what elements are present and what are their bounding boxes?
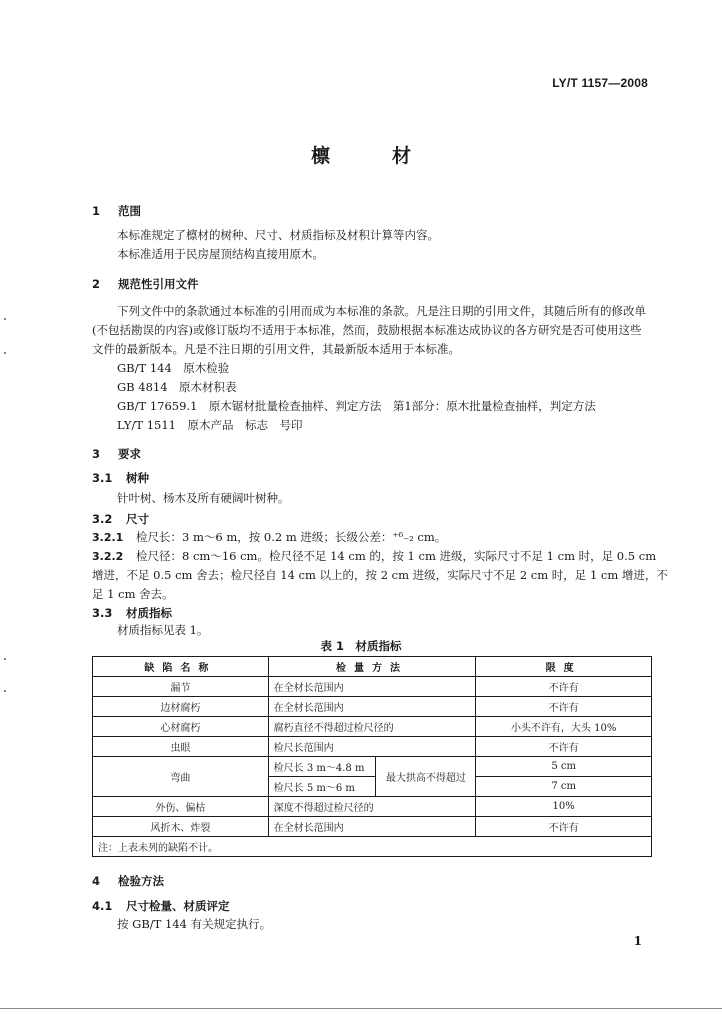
section-number: 2: [92, 277, 101, 291]
scope-paragraph-2: 本标准适用于民房屋顶结构直接用原木。: [117, 247, 324, 261]
header-method: 检量方法: [268, 657, 476, 677]
cell-limit: 7 cm: [476, 777, 652, 797]
section-number: 3.1: [92, 471, 113, 485]
clause-text: 检尺径：8 cm～16 cm。检尺径不足 14 cm 的，按 1 cm 进级，实际尺寸不足 1 cm 时，足 0.5 cm: [136, 549, 657, 563]
table-row: [93, 717, 652, 737]
cell-defect: 边材腐朽: [93, 697, 269, 717]
section-2-heading: [92, 276, 199, 292]
section-number: 4.1: [92, 899, 113, 913]
reference-item: GB/T 17659.1 原木锯材批量检查抽样、判定方法 第1部分：原木批量检查抽样，判定方法: [117, 399, 596, 413]
table-header-row: [93, 657, 652, 677]
clause-number: 3.2.1: [92, 531, 124, 544]
document-title: 檩材: [310, 145, 473, 167]
section-title: 材质指标: [126, 606, 173, 620]
cell-defect: 外伤、偏枯: [93, 797, 269, 817]
cell-limit: 5 cm: [476, 757, 652, 777]
cell-method: 腐朽直径不得超过检尺径的: [268, 717, 476, 737]
cell-method-note: 最大拱高不得超过: [376, 757, 476, 797]
cell-method: 在全材长范围内: [268, 677, 476, 697]
table-footnote-row: [93, 837, 652, 857]
section-number: 3.3: [92, 606, 113, 620]
scan-artifact: [4, 352, 6, 354]
page-number: 1: [633, 934, 642, 948]
cell-method: 检尺长 5 m～6 m: [268, 777, 376, 797]
scope-paragraph-1: 本标准规定了檩材的树种、尺寸、材质指标及材积计算等内容。: [117, 228, 439, 242]
section-number: 3.2: [92, 512, 113, 526]
cell-method: 在全材长范围内: [268, 817, 476, 837]
cell-defect: 心材腐朽: [93, 717, 269, 737]
table-row: [93, 737, 652, 757]
table-caption: 表 1 材质指标: [320, 639, 402, 653]
table-row: [93, 797, 652, 817]
clause-3-2-2-line-3: 足 1 cm 舍去。: [92, 587, 174, 601]
cell-method: 在全材长范围内: [268, 697, 476, 717]
section-3-1-heading: [92, 470, 149, 486]
cell-limit: 小头不许有，大头 10%: [476, 717, 652, 737]
section-4-1-heading: [92, 898, 230, 914]
scan-artifact: [4, 690, 6, 692]
table-row: [93, 697, 652, 717]
header-defect: 缺陷名称: [93, 657, 269, 677]
table-row-bend-1: [93, 757, 652, 777]
species-text: 针叶树、杨木及所有硬阔叶树种。: [117, 491, 290, 505]
cell-defect: 漏节: [93, 677, 269, 697]
section-1-heading: [92, 203, 141, 219]
cell-limit: 不许有: [476, 697, 652, 717]
cell-defect: 弯曲: [93, 757, 269, 797]
table-row: [93, 677, 652, 697]
section-4-heading: [92, 873, 164, 889]
cell-limit: 不许有: [476, 677, 652, 697]
cell-limit: 10%: [476, 797, 652, 817]
clause-3-2-2: [92, 547, 656, 566]
section-title: 尺寸: [126, 512, 150, 526]
section-number: 1: [92, 204, 101, 218]
reference-item: LY/T 1511 原木产品 标志 号印: [117, 418, 303, 432]
cell-limit: 不许有: [476, 817, 652, 837]
section-title: 树种: [126, 471, 150, 485]
cell-defect: 风折木、炸裂: [93, 817, 269, 837]
page-bottom-edge: [0, 1008, 722, 1009]
clause-3-2-1: [92, 528, 446, 547]
section-number: 3: [92, 447, 101, 461]
clause-3-2-2-line-2: 增进，不足 0.5 cm 舍去；检尺径自 14 cm 以上的，按 2 cm 进级，实际尺寸不足 2 cm 时，足 1 cm 增进，不: [92, 568, 668, 582]
section-title: 尺寸检量、材质评定: [126, 899, 230, 913]
section-number: 4: [92, 874, 101, 888]
cell-method: 检尺长 3 m～4.8 m: [268, 757, 376, 777]
scan-artifact: [4, 658, 6, 660]
cell-limit: 不许有: [476, 737, 652, 757]
clause-text: 检尺长：3 m～6 m，按 0.2 m 进级；长级公差：⁺⁶₋₂ cm。: [136, 530, 447, 544]
inspection-text: 按 GB/T 144 有关规定执行。: [117, 917, 272, 931]
quality-index-table: [92, 656, 652, 857]
section-title: 检验方法: [118, 874, 165, 888]
quality-index-text: 材质指标见表 1。: [117, 623, 209, 637]
table-row: [93, 817, 652, 837]
table-footnote: 注：上表未列的缺陷不计。: [93, 837, 652, 857]
clause-number: 3.2.2: [92, 550, 124, 563]
reference-item: GB/T 144 原木检验: [117, 361, 230, 375]
references-intro: 下列文件中的条款通过本标准的引用而成为本标准的条款。凡是注日期的引用文件，其随后所有的修改单(不包括勘误的内容)或修订版均不适用于本标准，然而，鼓励根据本标准达成协议的各方研究是否可使用这些文件的最新版本。凡是不注日期的引用文件，其最新版本适用于本标准。: [92, 304, 646, 356]
section-title: 规范性引用文件: [118, 277, 199, 291]
section-title: 要求: [118, 447, 142, 461]
header-limit: 限度: [476, 657, 652, 677]
cell-method: 深度不得超过检尺径的: [268, 797, 476, 817]
scan-artifact: [4, 318, 6, 320]
reference-item: GB 4814 原木材积表: [117, 380, 237, 394]
cell-defect: 虫眼: [93, 737, 269, 757]
section-title: 范围: [118, 204, 142, 218]
section-3-heading: [92, 446, 141, 462]
cell-method: 检尺长范围内: [268, 737, 476, 757]
section-3-2-heading: [92, 511, 149, 527]
standard-code: LY/T 1157—2008: [552, 76, 648, 90]
section-3-3-heading: [92, 605, 172, 621]
